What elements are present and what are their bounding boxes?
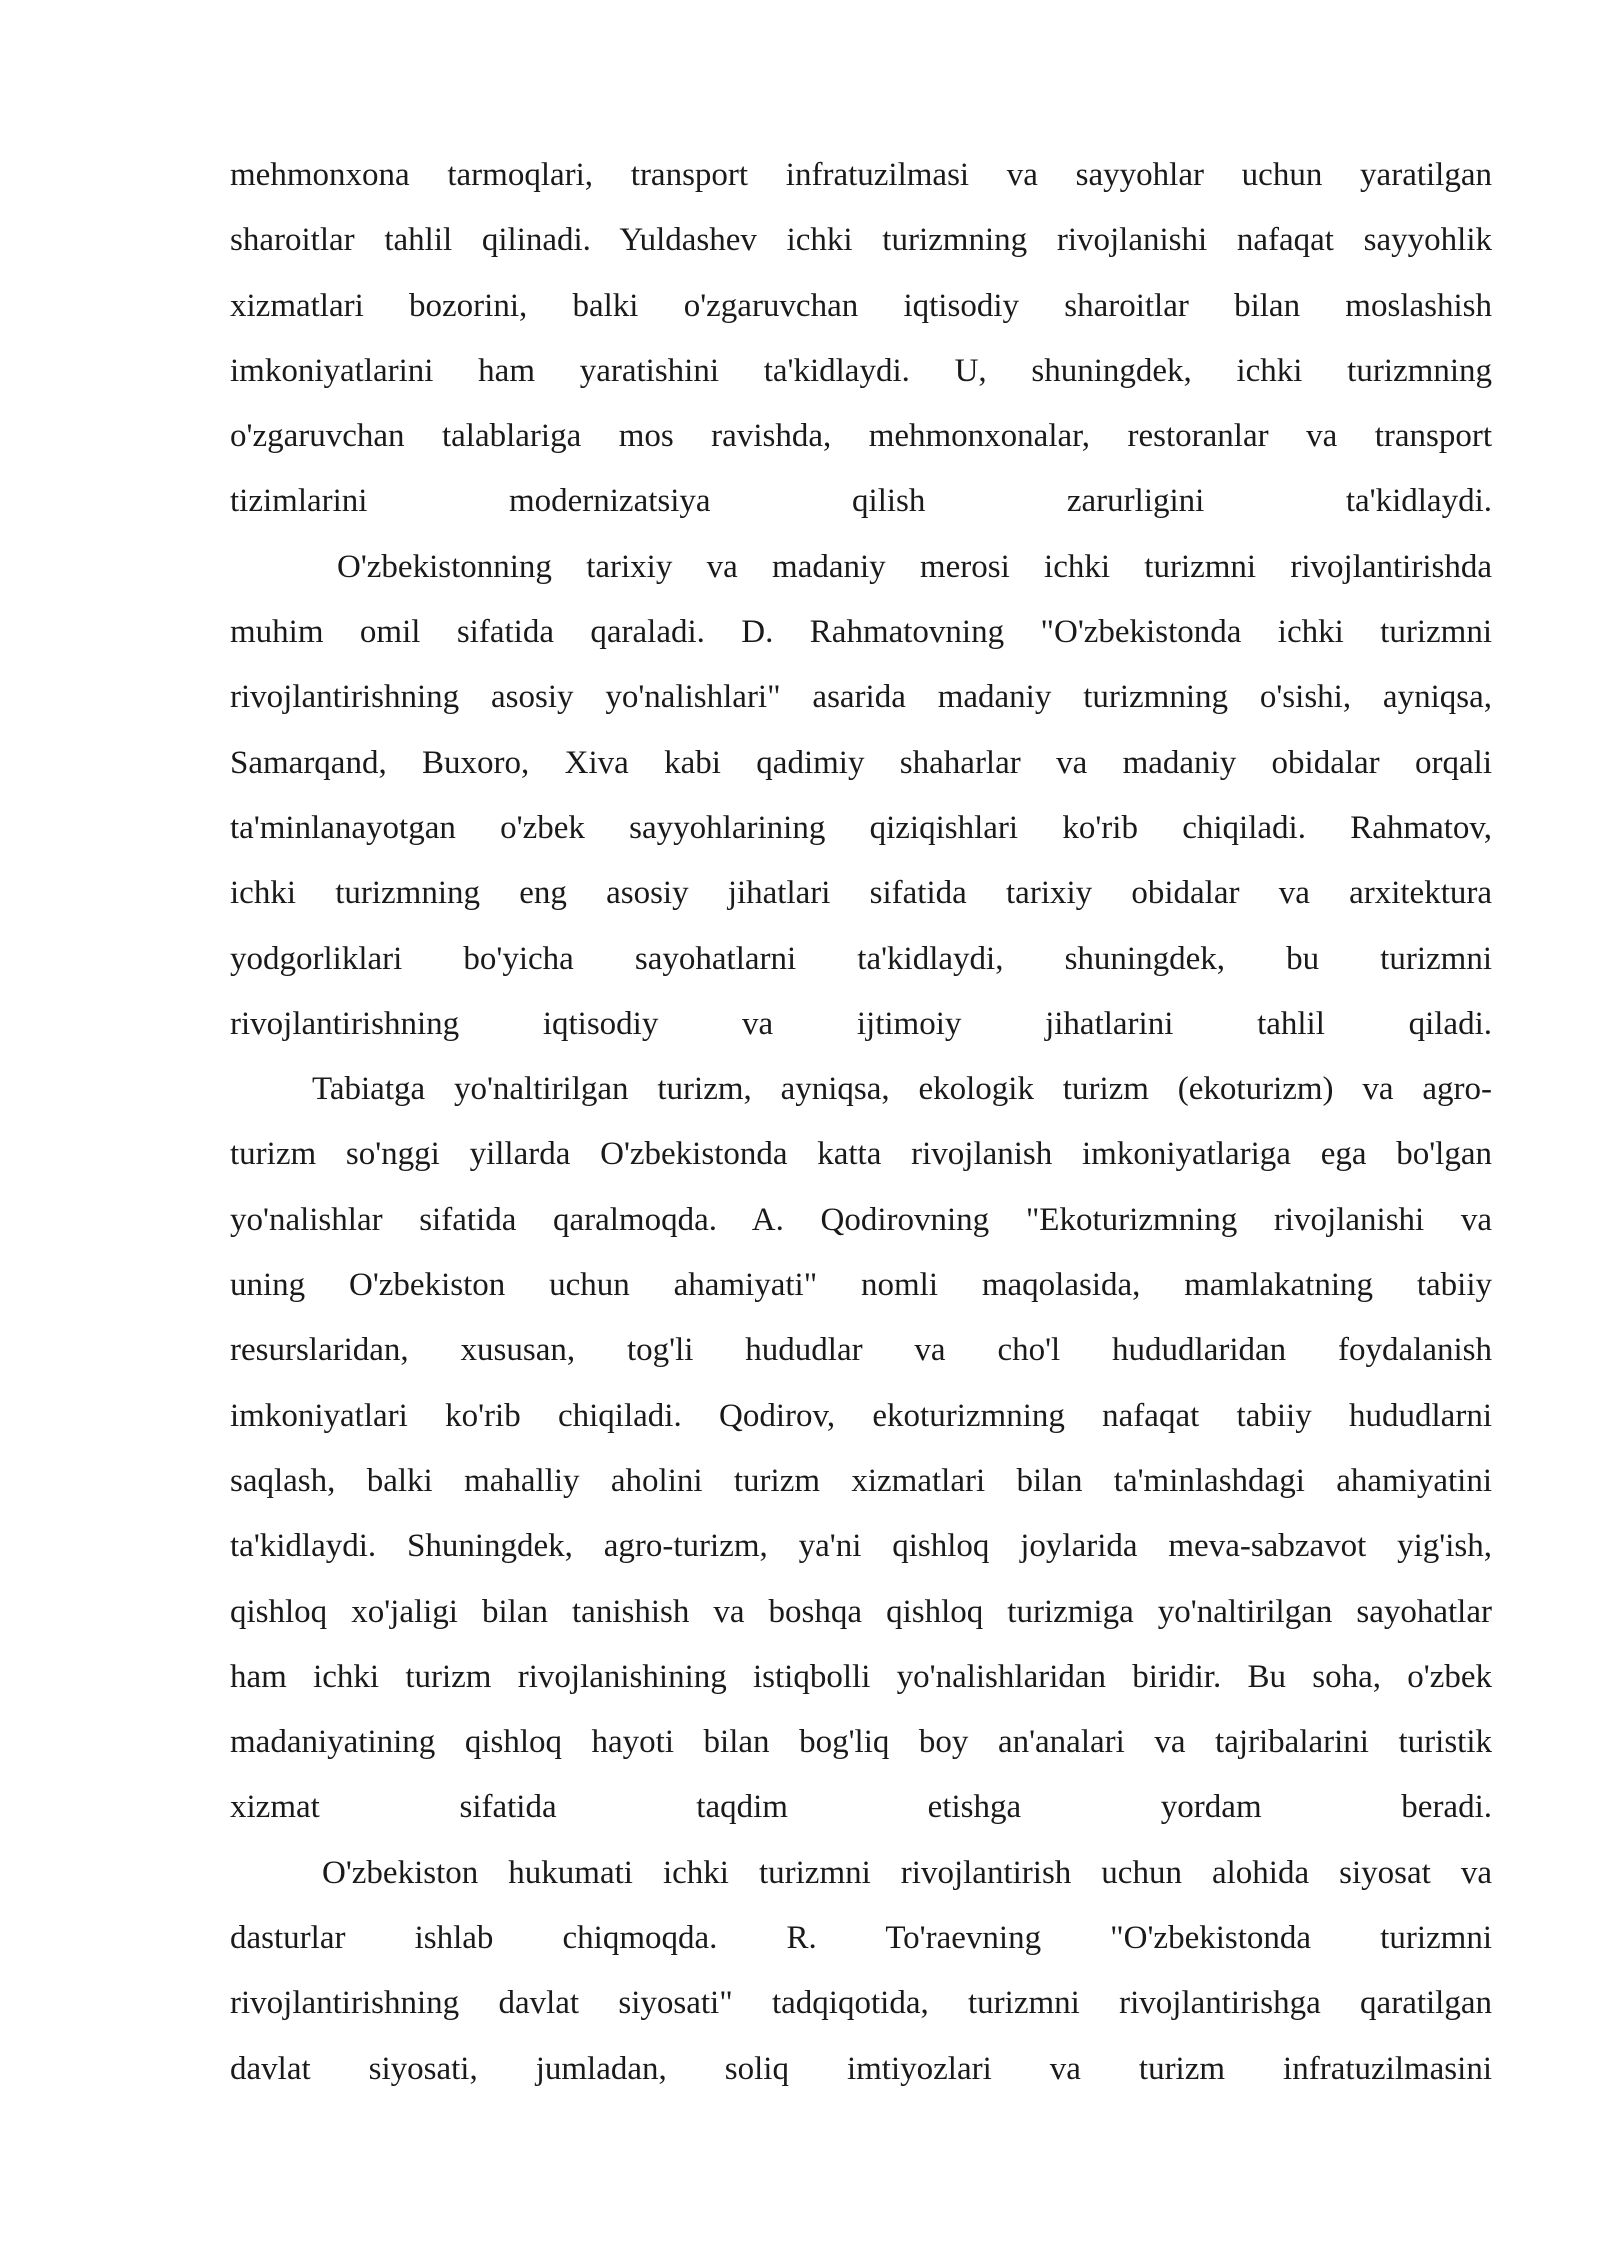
text-line: o'zgaruvchan talablariga mos ravishda, mehmonxonalar, restoranlar va transport [230, 418, 1492, 455]
text-line: ta'minlanayotgan o'zbek sayyohlarining qiziqishlari ko'rib chiqiladi. Rahmatov, [230, 809, 1492, 846]
text-line: xizmat sifatida taqdim etishga yordam beradi. [230, 1789, 1492, 1826]
text-line: O'zbekiston hukumati ichki turizmni rivojlantirish uchun alohida siyosat va [322, 1854, 1492, 1891]
text-line: rivojlantirishning asosiy yo'nalishlari" asarida madaniy turizmning o'sishi, ayniqsa, [230, 679, 1492, 716]
text-line: ham ichki turizm rivojlanishining istiqbolli yo'nalishlaridan biridir. Bu soha, o'zbek [230, 1658, 1492, 1695]
text-line: davlat siyosati, jumladan, soliq imtiyozlari va turizm infratuzilmasini [230, 2050, 1492, 2087]
text-line: muhim omil sifatida qaraladi. D. Rahmatovning "O'zbekistonda ichki turizmni [230, 614, 1492, 651]
text-line: resurslaridan, xususan, tog'li hududlar va cho'l hududlaridan foydalanish [230, 1332, 1492, 1369]
text-line: madaniyatining qishloq hayoti bilan bog'liq boy an'analari va tajribalarini turistik [230, 1724, 1492, 1761]
text-line: ta'kidlaydi. Shuningdek, agro-turizm, ya'ni qishloq joylarida meva-sabzavot yig'ish, [230, 1528, 1492, 1565]
text-line: imkoniyatlarini ham yaratishini ta'kidlaydi. U, shuningdek, ichki turizmning [230, 352, 1492, 389]
text-line: Samarqand, Buxoro, Xiva kabi qadimiy shaharlar va madaniy obidalar orqali [230, 744, 1492, 781]
text-line: qishloq xo'jaligi bilan tanishish va boshqa qishloq turizmiga yo'naltirilgan sayohatlar [230, 1593, 1492, 1630]
text-line: dasturlar ishlab chiqmoqda. R. To'raevning "O'zbekistonda turizmni [230, 1920, 1492, 1957]
text-line: mehmonxona tarmoqlari, transport infratuzilmasi va sayyohlar uchun yaratilgan [230, 157, 1492, 193]
text-line: xizmatlari bozorini, balki o'zgaruvchan iqtisodiy sharoitlar bilan moslashish [230, 287, 1492, 324]
text-line: yo'nalishlar sifatida qaralmoqda. A. Qodirovning "Ekoturizmning rivojlanishi va [230, 1201, 1492, 1238]
text-line: ichki turizmning eng asosiy jihatlari sifatida tarixiy obidalar va arxitektura [230, 875, 1492, 912]
text-line: imkoniyatlari ko'rib chiqiladi. Qodirov, ekoturizmning nafaqat tabiiy hududlarni [230, 1397, 1492, 1434]
text-line: rivojlantirishning iqtisodiy va ijtimoiy jihatlarini tahlil qiladi. [230, 1005, 1492, 1042]
text-line: turizm so'nggi yillarda O'zbekistonda katta rivojlanish imkoniyatlariga ega bo'lgan [230, 1136, 1492, 1173]
text-line: tizimlarini modernizatsiya qilish zarurligini ta'kidlaydi. [230, 483, 1492, 520]
text-line: yodgorliklari bo'yicha sayohatlarni ta'kidlaydi, shuningdek, bu turizmni [230, 940, 1492, 977]
text-line: O'zbekistonning tarixiy va madaniy merosi ichki turizmni rivojlantirishda [337, 548, 1492, 585]
text-line: saqlash, balki mahalliy aholini turizm xizmatlari bilan ta'minlashdagi ahamiyatini [230, 1462, 1492, 1499]
body-text [230, 143, 1492, 2102]
text-line: uning O'zbekiston uchun ahamiyati" nomli maqolasida, mamlakatning tabiiy [230, 1267, 1492, 1304]
text-line: rivojlantirishning davlat siyosati" tadqiqotida, turizmni rivojlantirishga qaratilgan [230, 1985, 1492, 2022]
text-line: Tabiatga yo'naltirilgan turizm, ayniqsa, ekologik turizm (ekoturizm) va agro- [312, 1071, 1492, 1108]
text-line: sharoitlar tahlil qilinadi. Yuldashev ichki turizmning rivojlanishi nafaqat sayyohlik [230, 222, 1492, 259]
